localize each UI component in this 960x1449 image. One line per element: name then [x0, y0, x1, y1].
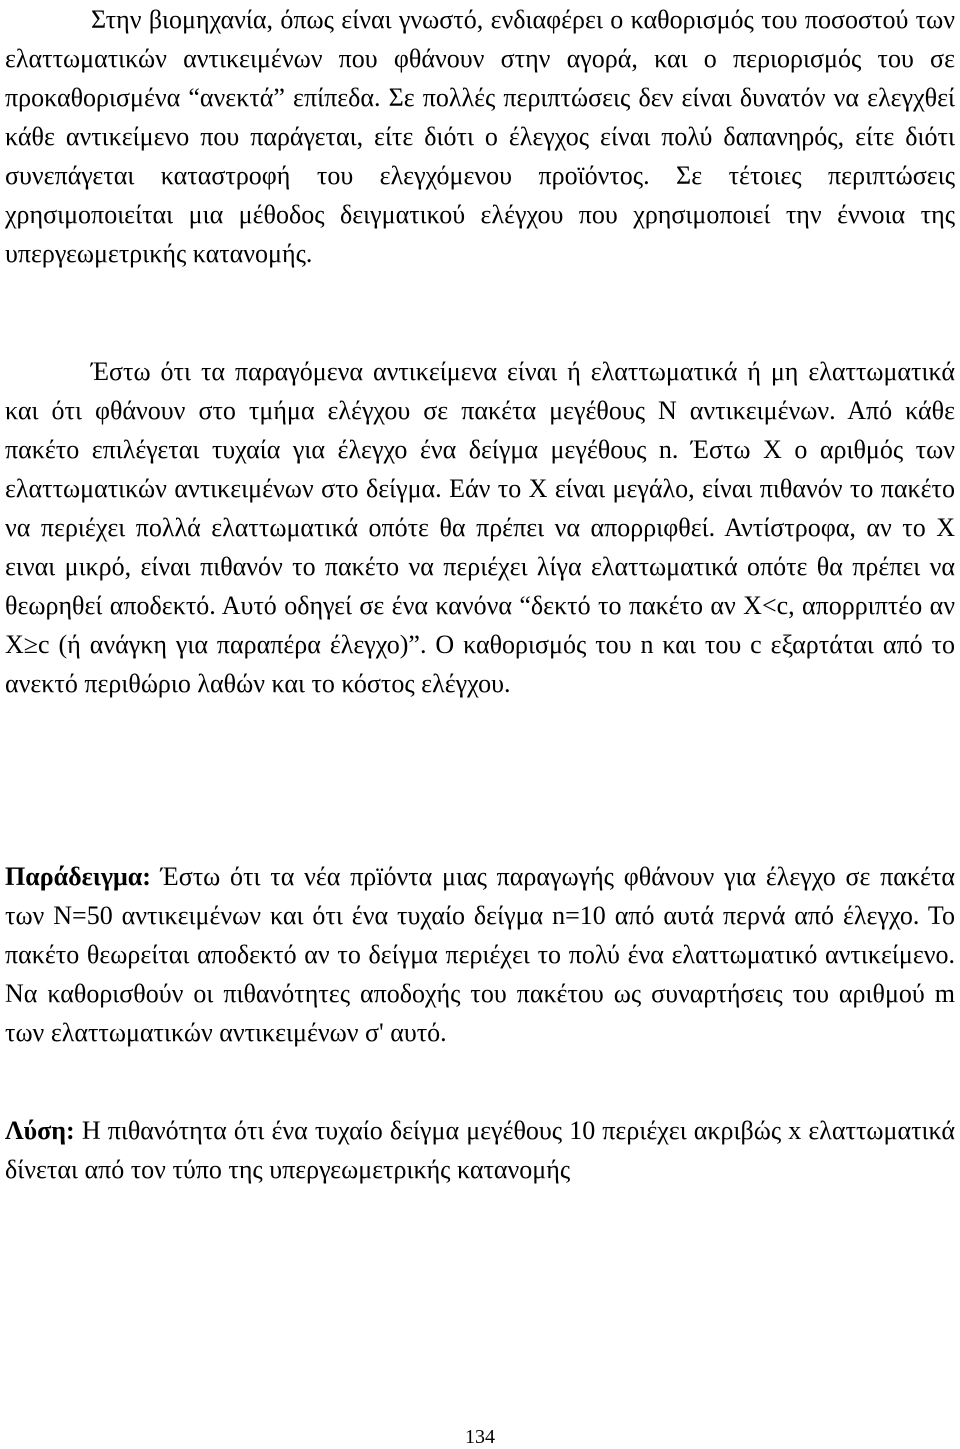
solution-label: Λύση: [5, 1116, 75, 1145]
page-number: 134 [465, 1426, 495, 1448]
solution-paragraph [5, 1111, 955, 1189]
paragraph-sampling-rule-text: Έστω ότι τα παραγόμενα αντικείμενα είναι ή ελαττωματικά ή μη ελαττωματικά και ότι φθάνουν στο τμήμα ελέγχου σε πακέτα μεγέθους N αντικειμένων. Από κάθε πακέτο επιλέγεται τυχαία για έλεγχο ένα δείγμα μεγέθους n. Έστω X ο αριθμός των ελαττωματικών αντικειμένων στο δείγμα. Εάν το X είναι μεγάλο, είναι πιθανόν το πακέτο να περιέχει πολλά ελαττωματικά οπότε θα πρέπει να απορριφθεί. Αντίστροφα, αν το X ειναι μικρό, είναι πιθανόν το πακέτο να περιέχει λίγα ελαττωματικά οπότε θα πρέπει να θεωρηθεί αποδεκτό. Αυτό οδηγεί σε ένα κανόνα “δεκτό το πακέτο αν X<c, απορριπτέο αν X≥c (ή ανάγκη για παραπέρα έλεγχο)”. O καθορισμός του n και του c εξαρτάται από το ανεκτό περιθώριο λαθών και το κόστος ελέγχου. [5, 357, 955, 698]
example-label: Παράδειγμα: [5, 862, 151, 891]
solution-text: Η πιθανότητα ότι ένα τυχαίο δείγμα μεγέθους 10 περιέχει ακριβώς x ελαττωματικά δίνεται από τον τύπο της υπεργεωμετρικής κατανομής [5, 1116, 956, 1184]
paragraph-intro [5, 0, 955, 273]
example-text: Έστω ότι τα νέα πρïόντα μιας παραγωγής φθάνουν για έλεγχο σε πακέτα των N=50 αντικειμένων και ότι ένα τυχαίο δείγμα n=10 από αυτά περνά από έλεγχο. Το πακέτο θεωρείται αποδεκτό αν το δείγμα περιέχει το πολύ ένα ελαττωματικό αντικείμενο. Να καθορισθούν οι πιθανότητες αποδοχής του πακέτου ως συναρτήσεις του αριθμού m των ελαττωματικών αντικειμένων σ' αυτό. [5, 862, 956, 1047]
paragraph-sampling-rule [5, 352, 955, 703]
paragraph-intro-text: Στην βιομηχανία, όπως είναι γνωστό, ενδιαφέρει ο καθορισμός του ποσοστού των ελαττωματικών αντικειμένων που φθάνουν στην αγορά, και ο περιορισμός του σε προκαθορισμένα “ανεκτά” επίπεδα. Σε πολλές περιπτώσεις δεν είναι δυνατόν να ελεγχθεί κάθε αντικείμενο που παράγεται, είτε διότι ο έλεγχος είναι πολύ δαπανηρός, είτε διότι συνεπάγεται καταστροφή του ελεγχόμενου προϊόντος. Σε τέτοιες περιπτώσεις χρησιμοποιείται μια μέθοδος δειγματικού ελέγχου που χρησιμοποιεί την έννοια της υπεργεωμετρικής κατανομής. [5, 5, 955, 268]
example-paragraph [5, 857, 955, 1052]
